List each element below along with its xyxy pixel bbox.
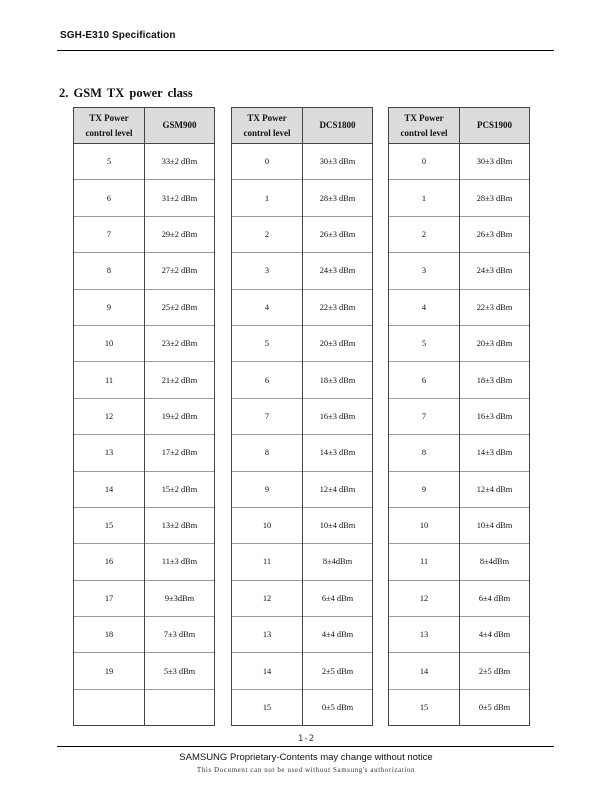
control-level-cell: 19 [74,653,145,689]
power-value-cell: 26±3 dBm [303,216,373,252]
table-row [389,544,530,580]
power-value-cell: 8±4dBm [460,544,530,580]
power-value-cell: 24±3 dBm [303,253,373,289]
table-row [74,689,215,725]
control-level-cell: 0 [232,144,303,180]
control-level-cell: 3 [232,253,303,289]
control-level-cell: 5 [232,325,303,361]
power-value-cell: 26±3 dBm [460,216,530,252]
table-row [389,144,530,180]
power-value-cell: 4±4 dBm [460,617,530,653]
control-level-cell: 11 [74,362,145,398]
control-level-cell [74,689,145,725]
table-row [389,253,530,289]
control-level-cell: 14 [389,653,460,689]
control-level-cell: 16 [74,544,145,580]
power-value-cell: 20±3 dBm [303,325,373,361]
table-row [74,216,215,252]
control-level-cell: 10 [74,325,145,361]
table-row [232,180,373,216]
control-level-cell: 10 [389,507,460,543]
gsm900-power-table [73,107,215,726]
control-level-cell: 10 [232,507,303,543]
control-level-cell: 11 [232,544,303,580]
power-value-cell: 0±5 dBm [460,689,530,725]
table-row [232,325,373,361]
power-value-cell: 7±3 dBm [145,617,215,653]
table-row [74,398,215,434]
power-value-cell: 0±5 dBm [303,689,373,725]
power-value-cell: 33±2 dBm [145,144,215,180]
table-row [389,435,530,471]
table-row [389,180,530,216]
table-row [389,362,530,398]
table-row [389,580,530,616]
control-level-cell: 7 [74,216,145,252]
table-row [74,544,215,580]
control-level-cell: 18 [74,617,145,653]
power-value-cell [145,689,215,725]
table-row [232,253,373,289]
power-value-cell: 12±4 dBm [460,471,530,507]
power-value-cell: 28±3 dBm [303,180,373,216]
power-value-cell: 27±2 dBm [145,253,215,289]
power-value-cell: 25±2 dBm [145,289,215,325]
table-row [74,617,215,653]
footer-proprietary-notice: SAMSUNG Proprietary-Contents may change without notice [179,752,433,763]
footer-divider [57,746,554,747]
table-row [389,507,530,543]
power-value-cell: 14±3 dBm [303,435,373,471]
power-value-cell: 17±2 dBm [145,435,215,471]
table-row [74,435,215,471]
table-row [74,180,215,216]
control-level-cell: 15 [389,689,460,725]
footer-authorization-notice: This Document can not be used without Samsung's authorization [196,766,416,774]
table-row [232,507,373,543]
control-level-cell: 6 [389,362,460,398]
power-value-cell: 21±2 dBm [145,362,215,398]
control-level-cell: 1 [389,180,460,216]
power-value-cell: 6±4 dBm [303,580,373,616]
control-level-cell: 8 [74,253,145,289]
control-level-cell: 15 [232,689,303,725]
table-row [74,362,215,398]
control-level-cell: 11 [389,544,460,580]
power-value-cell: 16±3 dBm [460,398,530,434]
power-value-cell: 14±3 dBm [460,435,530,471]
control-level-cell: 1 [232,180,303,216]
power-value-cell: 28±3 dBm [460,180,530,216]
power-value-cell: 20±3 dBm [460,325,530,361]
control-level-cell: 3 [389,253,460,289]
control-level-cell: 6 [74,180,145,216]
table-row [232,580,373,616]
power-value-cell: 30±3 dBm [460,144,530,180]
control-level-cell: 2 [389,216,460,252]
power-value-cell: 30±3 dBm [303,144,373,180]
control-level-cell: 13 [389,617,460,653]
power-value-cell: 22±3 dBm [303,289,373,325]
table-row [74,471,215,507]
table-row [232,689,373,725]
table-row [232,471,373,507]
control-level-cell: 12 [232,580,303,616]
control-level-cell: 13 [74,435,145,471]
table-row [232,398,373,434]
power-value-cell: 24±3 dBm [460,253,530,289]
control-level-cell: 8 [389,435,460,471]
control-level-cell: 5 [389,325,460,361]
table-row [389,216,530,252]
power-value-cell: 19±2 dBm [145,398,215,434]
dcs1800-power-table [231,107,373,726]
power-value-cell: 5±3 dBm [145,653,215,689]
power-value-cell: 31±2 dBm [145,180,215,216]
control-level-cell: 12 [389,580,460,616]
power-value-cell: 2±5 dBm [303,653,373,689]
control-level-cell: 4 [389,289,460,325]
control-level-cell: 8 [232,435,303,471]
table-row [232,289,373,325]
control-level-cell: 14 [74,471,145,507]
control-level-cell: 9 [389,471,460,507]
control-level-cell: 4 [232,289,303,325]
table-row [74,325,215,361]
column-header-band: GSM900 [145,108,215,144]
table-row [74,653,215,689]
power-value-cell: 18±3 dBm [303,362,373,398]
power-value-cell: 2±5 dBm [460,653,530,689]
table-row [389,289,530,325]
control-level-cell: 14 [232,653,303,689]
control-level-cell: 9 [232,471,303,507]
power-value-cell: 9±3dBm [145,580,215,616]
column-header-control-level: TX Power control level [74,108,145,144]
power-value-cell: 8±4dBm [303,544,373,580]
power-value-cell: 22±3 dBm [460,289,530,325]
power-value-cell: 12±4 dBm [303,471,373,507]
control-level-cell: 2 [232,216,303,252]
section-title: 2. GSM TX power class [59,86,193,100]
column-header-band: DCS1800 [303,108,373,144]
control-level-cell: 0 [389,144,460,180]
power-value-cell: 23±2 dBm [145,325,215,361]
power-value-cell: 13±2 dBm [145,507,215,543]
pcs1900-power-table [388,107,530,726]
table-row [74,144,215,180]
table-row [389,653,530,689]
power-value-cell: 15±2 dBm [145,471,215,507]
table-row [389,689,530,725]
document-header-title: SGH-E310 Specification [60,30,176,41]
control-level-cell: 5 [74,144,145,180]
column-header-control-level: TX Power control level [389,108,460,144]
power-value-cell: 4±4 dBm [303,617,373,653]
control-level-cell: 12 [74,398,145,434]
control-level-cell: 17 [74,580,145,616]
table-row [232,362,373,398]
table-row [389,471,530,507]
power-value-cell: 10±4 dBm [303,507,373,543]
control-level-cell: 13 [232,617,303,653]
table-row [74,507,215,543]
table-row [74,289,215,325]
control-level-cell: 7 [389,398,460,434]
table-row [74,253,215,289]
power-value-cell: 10±4 dBm [460,507,530,543]
table-row [389,398,530,434]
control-level-cell: 6 [232,362,303,398]
column-header-band: PCS1900 [460,108,530,144]
power-value-cell: 11±3 dBm [145,544,215,580]
table-row [232,435,373,471]
table-row [232,544,373,580]
power-value-cell: 18±3 dBm [460,362,530,398]
control-level-cell: 9 [74,289,145,325]
table-row [74,580,215,616]
power-value-cell: 6±4 dBm [460,580,530,616]
table-row [232,144,373,180]
table-row [232,653,373,689]
header-divider [57,50,554,51]
column-header-control-level: TX Power control level [232,108,303,144]
power-value-cell: 16±3 dBm [303,398,373,434]
table-row [232,617,373,653]
table-row [232,216,373,252]
page-number: 1-2 [297,734,315,744]
table-row [389,325,530,361]
table-row [389,617,530,653]
control-level-cell: 7 [232,398,303,434]
control-level-cell: 15 [74,507,145,543]
power-value-cell: 29±2 dBm [145,216,215,252]
